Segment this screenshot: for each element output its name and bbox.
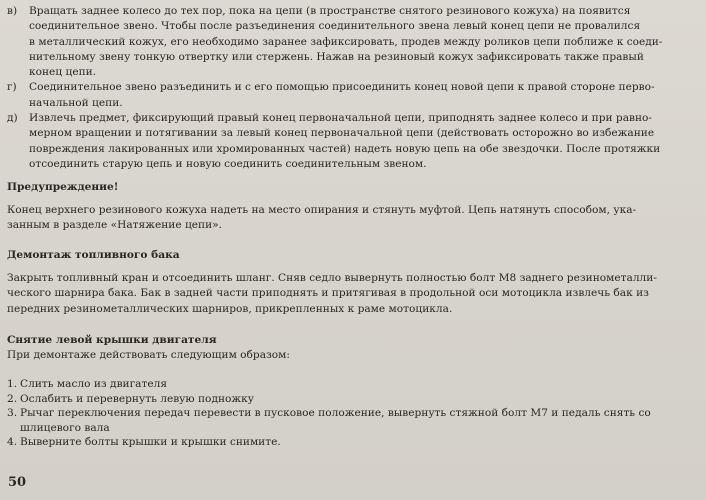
step-line: нительному звену тонкую отвертку или стержень. Нажав на резиновый кожух зафиксировать также правый xyxy=(29,50,644,63)
list-item-continuation: шлицевого вала xyxy=(20,421,110,434)
step-letter: в) xyxy=(7,5,18,17)
left-cover-heading: Снятие левой крышки двигателя xyxy=(7,334,217,346)
steps-list xyxy=(7,4,697,172)
step-letter: г) xyxy=(7,81,17,94)
list-number: 1. xyxy=(7,378,18,391)
fuel-tank-section xyxy=(7,248,697,317)
list-text: Выверните болты крышки и крышки снимите. xyxy=(20,435,281,448)
fuel-tank-line: Закрыть топливный кран и отсоединить шланг. Сняв седло вывернуть полностью болт М8 заднего резинометалли- xyxy=(7,272,657,284)
step-line: начальной цепи. xyxy=(29,96,123,109)
fuel-tank-line: передних резинометаллических шарниров, прикрепленных к раме мотоцикла. xyxy=(7,302,453,315)
step-d xyxy=(7,111,697,172)
warning-line: занным в разделе «Натяжение цепи». xyxy=(7,219,223,232)
list-text: Слить масло из двигателя xyxy=(20,378,168,391)
list-number: 4. xyxy=(7,435,18,448)
warning-line: Конец верхнего резинового кожуха надеть на место опирания и стянуть муфтой. Цепь натянуть способом, ука- xyxy=(7,204,637,216)
warning-heading: Предупреждение! xyxy=(7,181,119,193)
list-number: 2. xyxy=(7,392,18,405)
fuel-tank-line: ческого шарнира бака. Бак в задней части приподнять и притягивая в продольной оси мотоцикла извлечь бак из xyxy=(7,287,649,300)
step-v xyxy=(7,4,697,80)
step-line: соединительное звено. Чтобы после разъединения соединительного звена левый конец цепи не провалился xyxy=(29,20,641,33)
step-line: отсоединить старую цепь и новую соединить соединительным звеном. xyxy=(29,157,427,170)
left-cover-intro: При демонтаже действовать следующим образом: xyxy=(7,349,290,361)
step-line: Извлечь предмет, фиксирующий правый конец первоначальной цепи, приподнять заднее колесо и при равно- xyxy=(29,112,652,125)
step-line: повреждения лакированных или хромированных частей) надеть новую цепь на обе звездочки. После протяжки xyxy=(29,142,661,155)
warning-section xyxy=(7,180,697,234)
step-letter: д) xyxy=(7,112,18,125)
list-item xyxy=(7,392,697,406)
step-line: конец цепи. xyxy=(29,66,97,79)
step-line: Вращать заднее колесо до тех пор, пока на цепи (в пространстве снятого резинового кожуха) на появится xyxy=(29,5,631,17)
step-line: в металлический кожух, его необходимо заранее зафиксировать, продев между роликов цепи поближе к соеди- xyxy=(29,35,663,48)
step-line: мерном вращении и потягивании за левый конец первоначальной цепи (действовать осторожно во избежание xyxy=(29,127,655,140)
left-cover-section xyxy=(7,333,697,449)
fuel-tank-heading: Демонтаж топливного бака xyxy=(7,249,180,261)
list-item xyxy=(7,406,697,420)
left-cover-steps xyxy=(7,377,697,449)
step-g xyxy=(7,80,697,111)
step-line: Соединительное звено разъединить и с его помощью присоединить конец новой цепи к правой стороне перво- xyxy=(29,81,655,94)
list-item xyxy=(7,435,697,449)
list-number: 3. xyxy=(7,407,18,420)
page-number: 50 xyxy=(8,475,27,490)
list-text: Рычаг переключения передач перевести в пусковое положение, вывернуть стяжной болт М7 и педаль снять со xyxy=(20,407,651,420)
list-item xyxy=(7,377,697,391)
list-text: Ослабить и перевернуть левую подножку xyxy=(20,392,254,405)
